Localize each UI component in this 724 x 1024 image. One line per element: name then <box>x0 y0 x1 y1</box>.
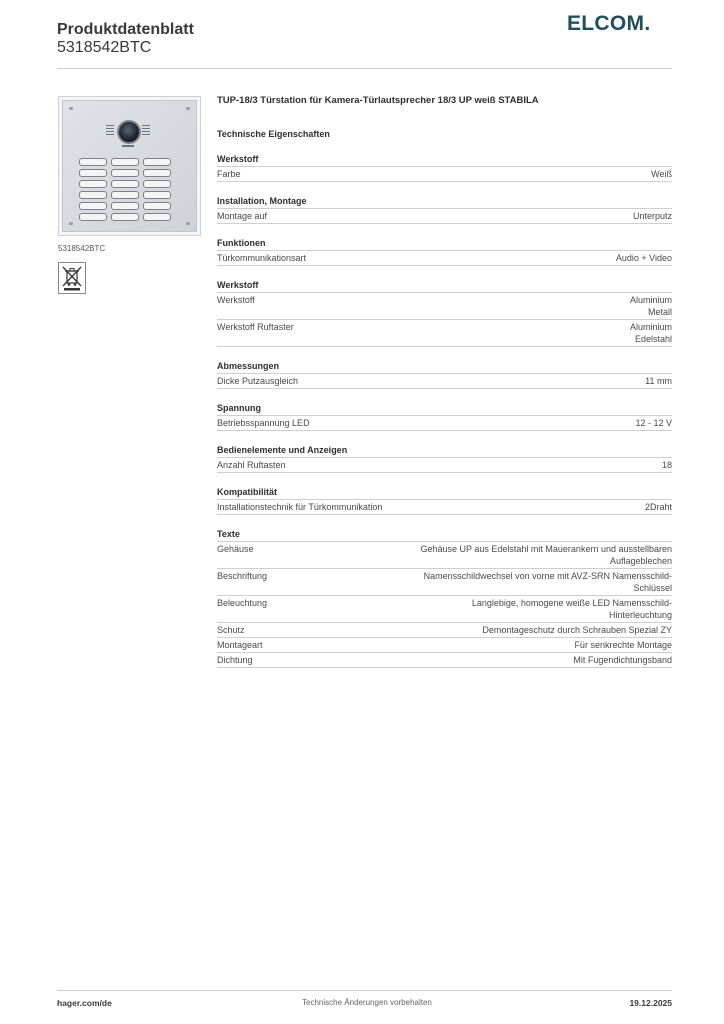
spec-group-title: Werkstoff <box>217 153 672 167</box>
spec-group-title: Texte <box>217 528 672 542</box>
spec-row <box>217 623 672 638</box>
spec-value: 12 - 12 V <box>635 418 672 428</box>
call-button-icon <box>79 191 107 199</box>
spec-value: Demontageschutz durch Schrauben Spezial ZY <box>482 625 672 635</box>
spec-group <box>217 153 672 182</box>
spec-group <box>217 279 672 347</box>
spec-value: 11 mm <box>645 376 672 386</box>
spec-row <box>217 500 672 515</box>
spec-row <box>217 293 672 320</box>
spec-group-title: Bedienelemente und Anzeigen <box>217 444 672 458</box>
section-title: Technische Eigenschaften <box>217 129 330 139</box>
product-image <box>58 96 201 236</box>
spec-label: Beleuchtung <box>217 598 268 608</box>
article-number: 5318542BTC <box>57 39 152 56</box>
spec-value: 2Draht <box>644 502 672 512</box>
call-button-icon <box>79 213 107 221</box>
spec-value: Für senkrechte Montage <box>574 640 672 650</box>
weee-crossed-bin-icon <box>58 262 86 294</box>
spec-row <box>217 251 672 266</box>
spec-group-title: Kompatibilität <box>217 486 672 500</box>
spec-value: Aluminium Edelstahl <box>629 322 672 344</box>
call-button-icon <box>143 180 171 188</box>
call-button-icon <box>79 180 107 188</box>
spec-row <box>217 458 672 473</box>
spec-group <box>217 444 672 473</box>
spec-groups <box>217 153 672 668</box>
call-button-grid <box>79 158 171 221</box>
spec-label: Betriebsspannung LED <box>217 418 310 428</box>
spec-row <box>217 569 672 596</box>
spec-group <box>217 486 672 515</box>
spec-label: Montageart <box>217 640 263 650</box>
spec-row <box>217 638 672 653</box>
spec-label: Farbe <box>217 169 241 179</box>
call-button-icon <box>79 158 107 166</box>
spec-value: Aluminium Metall <box>629 295 672 317</box>
spec-label: Türkommunikationsart <box>217 253 307 263</box>
call-button-icon <box>143 213 171 221</box>
spec-label: Anzahl Ruftasten <box>217 460 286 470</box>
call-button-icon <box>143 169 171 177</box>
speaker-grille-icon <box>106 125 114 135</box>
door-station-plate <box>62 100 197 232</box>
page-title: Produktdatenblatt <box>57 21 194 38</box>
spec-group-title: Spannung <box>217 402 672 416</box>
spec-label: Gehäuse <box>217 544 254 554</box>
spec-label: Dicke Putzausgleich <box>217 376 299 386</box>
call-button-icon <box>111 202 139 210</box>
spec-row <box>217 416 672 431</box>
screw-icon <box>69 222 73 225</box>
spec-label: Werkstoff <box>217 295 255 305</box>
spec-label: Werkstoff Ruftaster <box>217 322 294 332</box>
call-button-icon <box>79 169 107 177</box>
footer-divider <box>57 990 672 991</box>
screw-icon <box>186 222 190 225</box>
spec-value: 18 <box>661 460 672 470</box>
call-button-icon <box>79 202 107 210</box>
header-divider <box>57 68 672 69</box>
spec-group <box>217 237 672 266</box>
call-button-icon <box>143 191 171 199</box>
spec-row <box>217 653 672 668</box>
spec-group-title: Abmessungen <box>217 360 672 374</box>
spec-group-title: Werkstoff <box>217 279 672 293</box>
spec-group <box>217 360 672 389</box>
image-caption: 5318542BTC <box>58 244 106 253</box>
spec-value: Audio + Video <box>615 253 672 263</box>
call-button-icon <box>111 158 139 166</box>
spec-content <box>217 95 672 668</box>
spec-group <box>217 528 672 668</box>
spec-value: Weiß <box>651 169 672 179</box>
spec-row <box>217 596 672 623</box>
microphone-icon <box>122 145 134 147</box>
spec-label: Dichtung <box>217 655 253 665</box>
spec-group-title: Installation, Montage <box>217 195 672 209</box>
call-button-icon <box>143 202 171 210</box>
spec-value: Unterputz <box>632 211 672 221</box>
screw-icon <box>186 107 190 110</box>
spec-value: Namensschildwechsel von vorne mit AVZ-SRN Namensschild- Schlüssel <box>423 571 672 593</box>
spec-row <box>217 542 672 569</box>
spec-row <box>217 320 672 347</box>
call-button-icon <box>143 158 171 166</box>
spec-row <box>217 167 672 182</box>
camera-lens-icon <box>117 120 141 144</box>
call-button-icon <box>111 180 139 188</box>
call-button-icon <box>111 191 139 199</box>
spec-value: Langlebige, homogene weiße LED Namensschild- Hinterleuchtung <box>471 598 672 620</box>
spec-label: Schutz <box>217 625 245 635</box>
spec-row <box>217 374 672 389</box>
call-button-icon <box>111 213 139 221</box>
screw-icon <box>69 107 73 110</box>
product-title: TUP-18/3 Türstation für Kamera-Türlautsprecher 18/3 UP weiß STABILA <box>217 95 539 106</box>
spec-label: Montage auf <box>217 211 268 221</box>
footer-website: hager.com/de <box>57 998 112 1008</box>
spec-label: Beschriftung <box>217 571 268 581</box>
spec-group <box>217 402 672 431</box>
call-button-icon <box>111 169 139 177</box>
spec-value: Mit Fugendichtungsband <box>573 655 672 665</box>
spec-row <box>217 209 672 224</box>
footer-disclaimer: Technische Änderungen vorbehalten <box>302 998 432 1007</box>
footer-date: 19.12.2025 <box>629 998 672 1008</box>
spec-group <box>217 195 672 224</box>
spec-label: Installationstechnik für Türkommunikation <box>217 502 383 512</box>
elcom-logo: ELCOM. <box>567 12 651 35</box>
speaker-grille-icon <box>142 125 150 135</box>
spec-group-title: Funktionen <box>217 237 672 251</box>
spec-value: Gehäuse UP aus Edelstahl mit Mauerankern und ausstellbaren Auflageblechen <box>420 544 672 566</box>
